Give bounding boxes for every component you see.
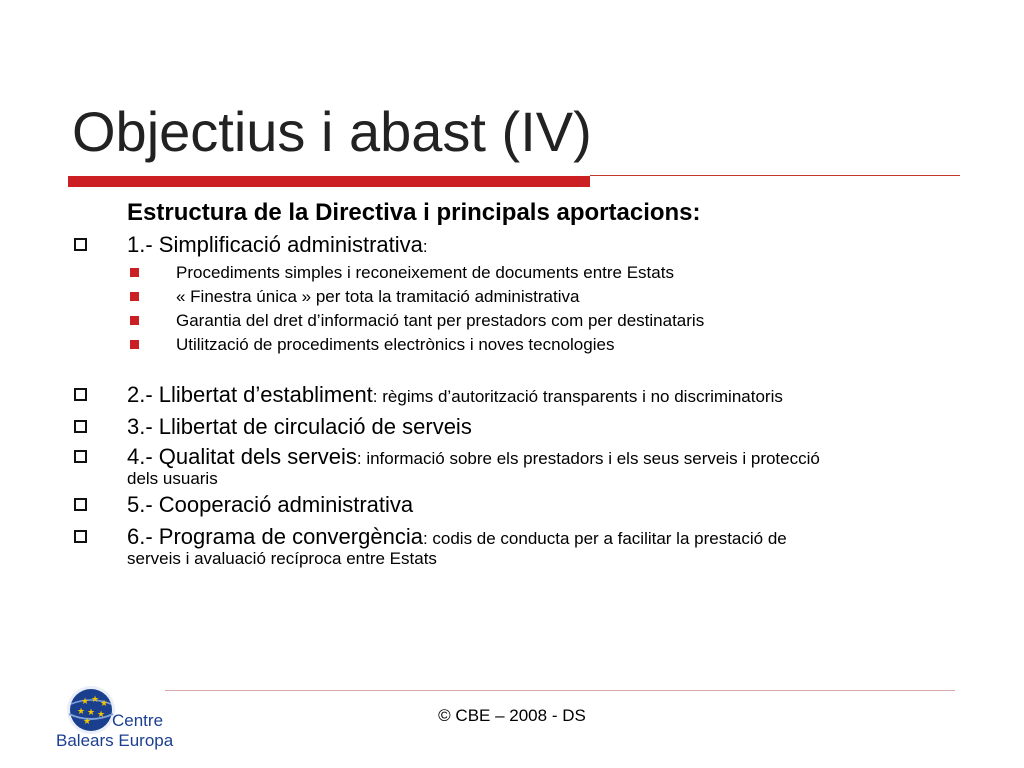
svg-text:★: ★ — [97, 710, 106, 720]
logo-text-centre: Centre — [112, 711, 164, 730]
svg-text:★: ★ — [91, 695, 100, 705]
list-item-text — [127, 446, 967, 488]
hollow-square-bullet-icon — [74, 450, 87, 463]
list-item-label: 4.- Qualitat dels serveis — [127, 444, 357, 469]
sub-list-item-text: Procediments simples i reconeixement de documents entre Estats — [176, 263, 674, 282]
list-item-detail: : codis de conducta per a facilitar la prestació de — [422, 529, 787, 548]
svg-text:★: ★ — [81, 697, 90, 707]
list-item-continuation: serveis i avaluació recíproca entre Estats — [127, 549, 437, 568]
list-item-label: 6.- Programa de convergència — [127, 524, 423, 549]
list-item-detail: : règims d’autorització transparents i no discriminatoris — [372, 387, 783, 406]
sub-list-item-text: « Finestra única » per tota la tramitació administrativa — [176, 287, 580, 306]
list-item-detail: : — [422, 237, 428, 256]
footer-divider — [165, 690, 955, 691]
section-heading: Estructura de la Directiva i principals aportacions: — [127, 199, 701, 226]
title-underline-bar — [68, 176, 590, 187]
list-item-continuation: dels usuaris — [127, 469, 218, 488]
list-item-label: 5.- Cooperació administrativa — [127, 492, 414, 517]
hollow-square-bullet-icon — [74, 388, 87, 401]
list-item-label: 1.- Simplificació administrativa — [127, 232, 423, 257]
hollow-square-bullet-icon — [74, 530, 87, 543]
sub-list-item-text: Utilització de procediments electrònics i noves tecnologies — [176, 335, 615, 354]
list-item-text — [127, 494, 967, 518]
list-item-text — [127, 234, 967, 258]
red-square-bullet-icon — [130, 268, 139, 277]
red-square-bullet-icon — [130, 292, 139, 301]
list-item-text — [127, 384, 967, 408]
footer-copyright: © CBE – 2008 - DS — [438, 706, 586, 725]
hollow-square-bullet-icon — [74, 498, 87, 511]
hollow-square-bullet-icon — [74, 420, 87, 433]
list-item-detail: : informació sobre els prestadors i els seus serveis i protecció — [356, 449, 820, 468]
red-square-bullet-icon — [130, 316, 139, 325]
title-underline-line — [590, 175, 960, 176]
hollow-square-bullet-icon — [74, 238, 87, 251]
slide-title: Objectius i abast (IV) — [72, 100, 592, 163]
svg-text:★: ★ — [83, 717, 92, 727]
list-item-label: 3.- Llibertat de circulació de serveis — [127, 414, 472, 439]
logo-text-balears-europa: Balears Europa — [56, 731, 174, 750]
list-item-text — [127, 526, 967, 568]
list-item-label: 2.- Llibertat d’establiment — [127, 382, 373, 407]
red-square-bullet-icon — [130, 340, 139, 349]
svg-text:★: ★ — [77, 707, 86, 717]
list-item-text — [127, 416, 967, 440]
svg-text:★: ★ — [100, 699, 109, 709]
sub-list-item-text: Garantia del dret d’informació tant per prestadors com per destinataris — [176, 311, 705, 330]
svg-text:★: ★ — [87, 708, 96, 718]
